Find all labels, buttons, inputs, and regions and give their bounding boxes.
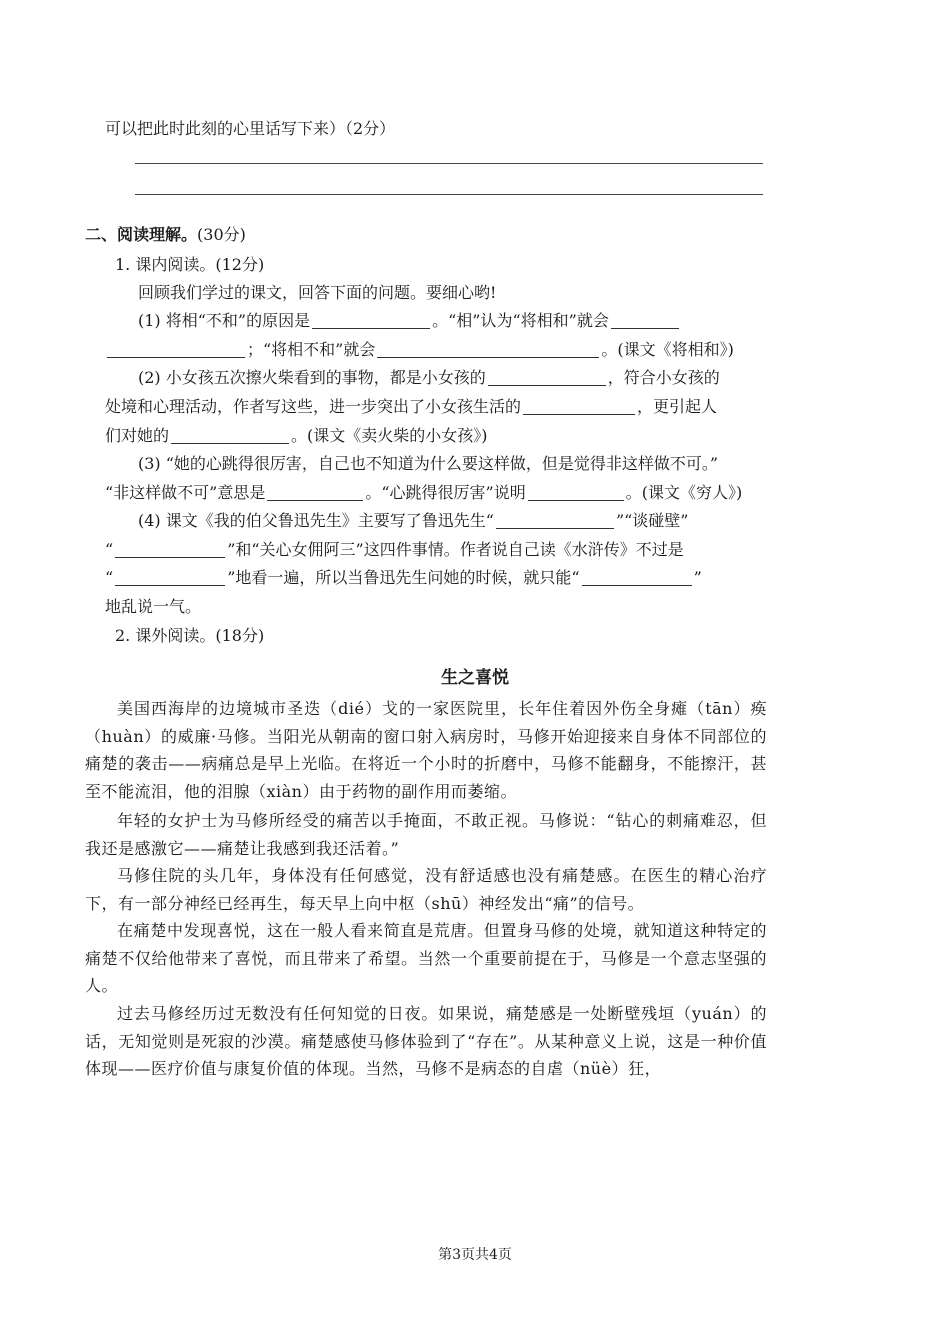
text: (2) 小女孩五次擦火柴看到的事物，都是小女孩的 (138, 368, 486, 387)
text: 。“相”认为“将相和”就会 (432, 311, 609, 330)
fill-blank[interactable] (523, 398, 635, 415)
text: 。(课文《穷人》) (625, 483, 743, 502)
fill-blank[interactable] (582, 569, 692, 586)
page-number: 第3页共4页 (438, 1247, 512, 1263)
q1-1-line2 (105, 339, 734, 361)
text: ，符合小女孩的 (607, 368, 720, 387)
fill-blank[interactable] (496, 512, 614, 529)
fill-blank[interactable] (115, 541, 225, 558)
text: (1) 将相“不和”的原因是 (138, 311, 311, 330)
section-heading (85, 224, 246, 246)
article-paragraph: 年轻的女护士为马修所经受的痛苦以手掩面，不敢正视。马修说：“钻心的刺痛难忍，但我还是感激它——痛楚让我感到我还活着。” (85, 811, 767, 858)
q1-4-line2 (105, 539, 684, 561)
fill-blank[interactable] (312, 312, 430, 329)
text: ”地看一遍，所以当鲁迅先生问她的时候，就只能“ (227, 568, 580, 587)
q2-label: 2. 课外阅读。(18分) (115, 626, 265, 645)
fill-blank[interactable] (528, 484, 624, 501)
q1-1-line1 (138, 310, 681, 332)
q1-2-line1 (138, 367, 720, 389)
fill-blank[interactable] (488, 369, 606, 386)
section-score: (30分) (197, 225, 246, 244)
q1-4-line3 (105, 567, 702, 589)
article-paragraph: 美国西海岸的边境城市圣迭（dié）戈的一家医院里，长年住着因外伤全身瘫（tān）痪（huàn）的威廉·马修。当阳光从朝南的窗口射入病房时，马修开始迎接来自身体不同部位的痛楚的袭击——病痛总是早上光临。在将近一个小时的折磨中，马修不能翻身，不能擦汗，甚至不能流泪，他的泪腺（xiàn）由于药物的副作用而萎缩。 (85, 699, 767, 801)
text: ”和“关心女佣阿三”这四件事情。作者说自己读《水浒传》不过是 (227, 540, 684, 559)
q1-2-line2 (105, 396, 717, 418)
text: “ (105, 568, 114, 587)
fill-blank[interactable] (171, 427, 289, 444)
q1-4-line1 (138, 510, 688, 532)
text: 。(课文《卖火柴的小女孩》) (291, 426, 488, 445)
q1-intro: 回顾我们学过的课文，回答下面的问题。要细心哟! (138, 283, 497, 302)
q1-3-line2 (105, 482, 742, 504)
fill-blank[interactable] (377, 341, 599, 358)
text: 。(课文《将相和》) (601, 340, 734, 359)
q1-label: 1. 课内阅读。(12分) (115, 255, 265, 274)
text: 处境和心理活动，作者写这些，进一步突出了小女孩生活的 (105, 397, 522, 416)
article-title: 生之喜悦 (441, 668, 509, 688)
q1-3-line1: (3) “她的心跳得很厉害，自己也不知道为什么要这样做，但是觉得非这样做不可。” (138, 454, 719, 473)
fill-blank[interactable] (611, 312, 679, 329)
fill-blank[interactable] (107, 341, 245, 358)
fill-blank[interactable] (267, 484, 363, 501)
prev-question-tail: 可以把此时此刻的心里话写下来）（2分） (105, 119, 396, 138)
text: (4) 课文《我的伯父鲁迅先生》主要写了鲁迅先生“ (138, 511, 494, 530)
answer-line[interactable] (135, 194, 763, 195)
text: “非这样做不可”意思是 (105, 483, 266, 502)
text: “ (105, 540, 114, 559)
article-paragraph: 过去马修经历过无数没有任何知觉的日夜。如果说，痛楚感是一处断壁残垣（yuán）的话，无知觉则是死寂的沙漠。痛楚感使马修体验到了“存在”。从某种意义上说，这是一种价值体现——医疗价值与康复价值的体现。当然，马修不是病态的自虐（nüè）狂， (85, 1004, 767, 1079)
text: ；“将相不和”就会 (247, 340, 376, 359)
answer-line[interactable] (135, 163, 763, 164)
text: 们对她的 (105, 426, 170, 445)
article-paragraph: 在痛楚中发现喜悦，这在一般人看来简直是荒唐。但置身马修的处境，就知道这种特定的痛楚不仅给他带来了喜悦，而且带来了希望。当然一个重要前提在于，马修是一个意志坚强的人。 (85, 921, 767, 996)
text: ”“谈碰壁” (615, 511, 689, 530)
text: 。“心跳得很厉害”说明 (365, 483, 526, 502)
q1-2-line3 (105, 425, 488, 447)
section-title: 二、阅读理解。 (85, 225, 198, 244)
text: ” (693, 568, 702, 587)
q1-4-line4: 地乱说一气。 (105, 597, 202, 616)
fill-blank[interactable] (115, 569, 225, 586)
article-paragraph: 马修住院的头几年，身体没有任何感觉，没有舒适感也没有痛楚感。在医生的精心治疗下，有一部分神经已经再生，每天早上向中枢（shū）神经发出“痛”的信号。 (85, 866, 767, 913)
text: ，更引起人 (637, 397, 718, 416)
